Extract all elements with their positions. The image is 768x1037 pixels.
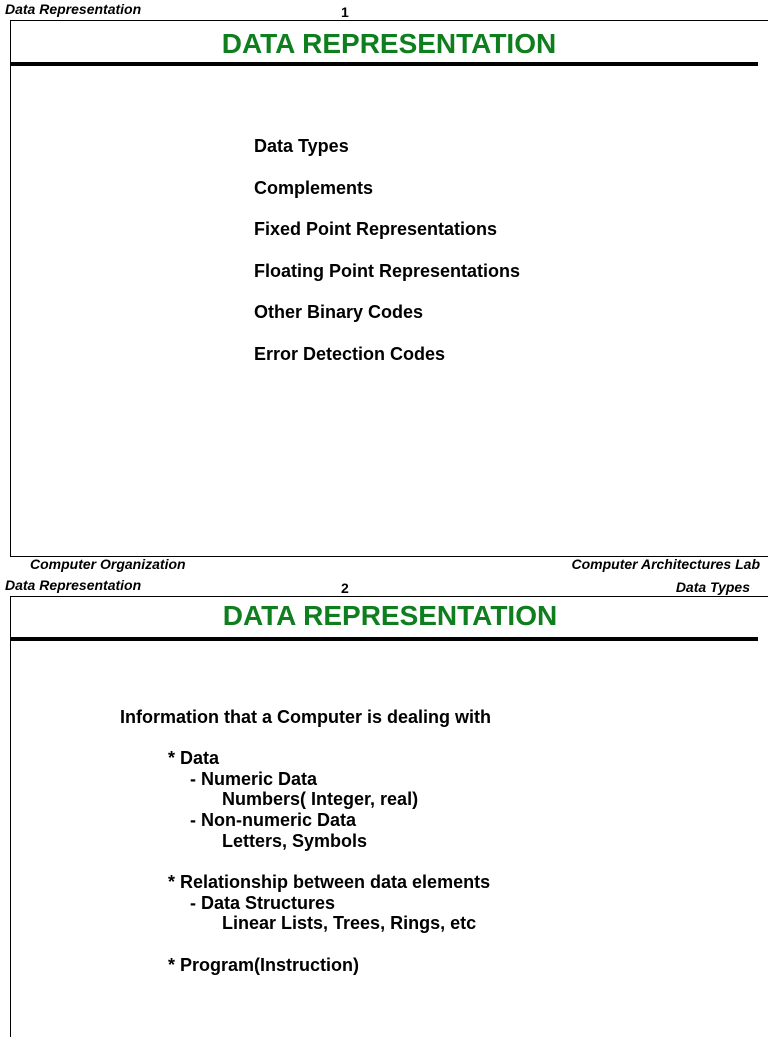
page1-item-complements: Complements xyxy=(254,178,374,198)
page2-detail-lists: Linear Lists, Trees, Rings, etc xyxy=(222,913,477,933)
page2-bullet-relationship: * Relationship between data elements xyxy=(168,872,491,892)
page2-header-right: Data Types xyxy=(675,579,750,595)
page2-detail-letters: Letters, Symbols xyxy=(222,831,368,851)
page1-title-rule xyxy=(10,62,758,66)
page2-bullet-data: * Data xyxy=(168,748,220,768)
page1-item-fixed-point: Fixed Point Representations xyxy=(254,219,498,239)
page2-page-number: 2 xyxy=(341,580,349,596)
page1-page-number: 1 xyxy=(341,4,349,20)
page1-header-left: Data Representation xyxy=(5,1,142,17)
page2-detail-numbers: Numbers( Integer, real) xyxy=(222,789,419,809)
page2-sub-numeric-data: - Numeric Data xyxy=(190,769,318,789)
page2-sub-data-structures: - Data Structures xyxy=(190,893,336,913)
page1-footer-left: Computer Organization xyxy=(30,556,186,572)
page2-sub-non-numeric-data: - Non-numeric Data xyxy=(190,810,357,830)
page2-title: DATA REPRESENTATION xyxy=(222,600,558,631)
page2-slide-frame xyxy=(10,596,768,1037)
page1-item-data-types: Data Types xyxy=(254,136,349,156)
page2-header-left: Data Representation xyxy=(5,577,142,593)
page2-intro: Information that a Computer is dealing with xyxy=(120,707,492,727)
page1-footer-right: Computer Architectures Lab xyxy=(571,556,760,572)
page2-title-rule xyxy=(10,637,758,641)
page1-item-floating-point: Floating Point Representations xyxy=(254,261,521,281)
page2-bullet-program: * Program(Instruction) xyxy=(168,955,360,975)
page1-title: DATA REPRESENTATION xyxy=(221,28,557,59)
page1-slide-frame xyxy=(10,20,768,557)
page1-item-other-binary-codes: Other Binary Codes xyxy=(254,302,424,322)
page1-item-error-detection: Error Detection Codes xyxy=(254,344,446,364)
